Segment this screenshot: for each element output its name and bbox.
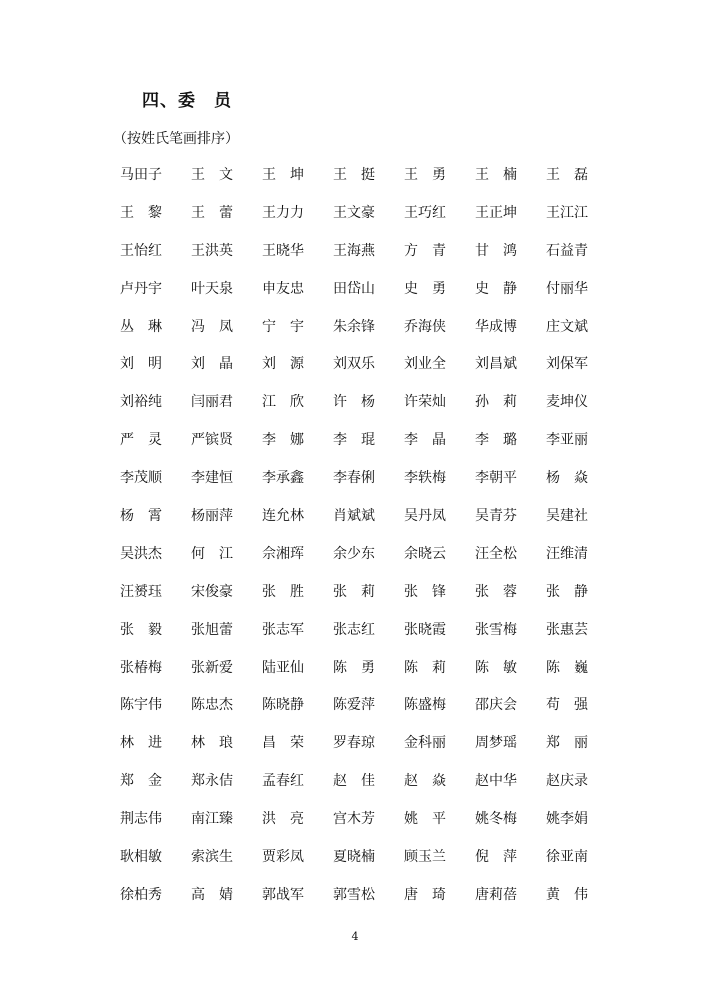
member-name: 张椿梅 (120, 659, 162, 676)
member-name: 周梦瑶 (475, 735, 517, 752)
member-name: 张 毅 (120, 621, 162, 638)
member-name: 赵 焱 (404, 773, 446, 790)
member-name: 杨 焱 (546, 470, 588, 487)
member-name: 郭雪松 (333, 886, 375, 903)
member-name: 佘湘珲 (262, 545, 304, 562)
member-name: 汪维清 (546, 545, 588, 562)
member-name: 陈宇伟 (120, 697, 162, 714)
member-name: 李 娜 (262, 432, 304, 449)
member-name: 苟 强 (546, 697, 588, 714)
member-name: 夏晓楠 (333, 848, 375, 865)
member-name: 史 静 (475, 280, 517, 297)
member-name: 汪全松 (475, 545, 517, 562)
member-name: 宁 宇 (262, 318, 304, 335)
member-name: 孙 莉 (475, 394, 517, 411)
member-name: 陈 巍 (546, 659, 588, 676)
member-name: 许荣灿 (404, 394, 446, 411)
member-name: 刘保军 (546, 356, 588, 373)
member-name: 陈晓静 (262, 697, 304, 714)
member-name: 马田子 (120, 166, 162, 183)
member-name: 徐亚南 (546, 848, 588, 865)
member-name: 张晓霞 (404, 621, 446, 638)
member-name: 陈 勇 (333, 659, 375, 676)
member-name: 荆志伟 (120, 811, 162, 828)
member-name: 姚冬梅 (475, 811, 517, 828)
member-name: 林 进 (120, 735, 162, 752)
member-name: 李 琨 (333, 432, 375, 449)
member-name: 洪 亮 (262, 811, 304, 828)
member-name: 林 琅 (191, 735, 233, 752)
member-name: 李春俐 (333, 470, 375, 487)
member-name: 唐 琦 (404, 886, 446, 903)
member-name: 徐柏秀 (120, 886, 162, 903)
member-name: 王 楠 (475, 166, 517, 183)
member-name: 连允林 (262, 507, 304, 524)
member-name: 王海燕 (333, 242, 375, 259)
member-name: 田岱山 (333, 280, 375, 297)
member-name: 顾玉兰 (404, 848, 446, 865)
member-name: 李建恒 (191, 470, 233, 487)
member-name: 赵庆录 (546, 773, 588, 790)
member-name: 张志红 (333, 621, 375, 638)
member-name: 孟春红 (262, 773, 304, 790)
member-name: 张新爱 (191, 659, 233, 676)
member-name: 王 文 (191, 166, 233, 183)
member-name: 申友忠 (262, 280, 304, 297)
member-name: 王巧红 (404, 204, 446, 221)
sort-order-note: （按姓氏笔画排序） (113, 131, 239, 147)
member-name: 陈盛梅 (404, 697, 446, 714)
member-name: 吴青芬 (475, 507, 517, 524)
member-name: 张惠芸 (546, 621, 588, 638)
member-name: 王洪英 (191, 242, 233, 259)
member-name: 索滨生 (191, 848, 233, 865)
member-name: 姚 平 (404, 811, 446, 828)
member-name: 张志军 (262, 621, 304, 638)
member-name: 陈 莉 (404, 659, 446, 676)
member-name: 刘 源 (262, 356, 304, 373)
member-name: 王 坤 (262, 166, 304, 183)
member-name: 姚李娟 (546, 811, 588, 828)
member-name: 王江江 (546, 204, 588, 221)
member-name: 邵庆会 (475, 697, 517, 714)
member-name: 史 勇 (404, 280, 446, 297)
member-name: 郑 丽 (546, 735, 588, 752)
member-name: 张旭蕾 (191, 621, 233, 638)
member-name: 李轶梅 (404, 470, 446, 487)
member-name: 王 蕾 (191, 204, 233, 221)
member-name: 陈爱萍 (333, 697, 375, 714)
member-name: 耿相敏 (120, 848, 162, 865)
member-name: 黄 伟 (546, 886, 588, 903)
section-title: 四、委 员 (142, 91, 232, 111)
member-name: 吴丹凤 (404, 507, 446, 524)
member-name: 王 黎 (120, 204, 162, 221)
member-name: 陆亚仙 (262, 659, 304, 676)
member-name: 甘 鸿 (475, 242, 517, 259)
member-name: 张 蓉 (475, 583, 517, 600)
member-name: 丛 琳 (120, 318, 162, 335)
member-name: 闫丽君 (191, 394, 233, 411)
member-name: 王正坤 (475, 204, 517, 221)
member-name: 李亚丽 (546, 432, 588, 449)
member-name: 贾彩凤 (262, 848, 304, 865)
page-number: 4 (351, 930, 359, 943)
member-name: 杨 霄 (120, 507, 162, 524)
member-name: 许 杨 (333, 394, 375, 411)
member-name: 肖斌斌 (333, 507, 375, 524)
member-name: 宋俊豪 (191, 583, 233, 600)
member-name: 刘 晶 (191, 356, 233, 373)
member-name: 刘裕纯 (120, 394, 162, 411)
member-name: 昌 荣 (262, 735, 304, 752)
member-name: 刘 明 (120, 356, 162, 373)
member-name: 李 晶 (404, 432, 446, 449)
member-name: 江 欣 (262, 394, 304, 411)
member-name: 倪 萍 (475, 848, 517, 865)
member-name: 华成博 (475, 318, 517, 335)
member-name: 高 婧 (191, 886, 233, 903)
member-name: 刘业全 (404, 356, 446, 373)
member-name: 李承鑫 (262, 470, 304, 487)
member-name: 王怡红 (120, 242, 162, 259)
member-name: 麦坤仪 (546, 394, 588, 411)
member-name: 吴洪杰 (120, 545, 162, 562)
member-name: 卢丹宇 (120, 280, 162, 297)
member-name: 杨丽萍 (191, 507, 233, 524)
member-name: 严镔贤 (191, 432, 233, 449)
member-name: 叶天泉 (191, 280, 233, 297)
member-name: 朱余锋 (333, 318, 375, 335)
member-name: 张雪梅 (475, 621, 517, 638)
member-name: 刘双乐 (333, 356, 375, 373)
member-name: 李朝平 (475, 470, 517, 487)
member-name: 刘昌斌 (475, 356, 517, 373)
member-name: 张 静 (546, 583, 588, 600)
member-name: 南江臻 (191, 811, 233, 828)
member-name: 李茂顺 (120, 470, 162, 487)
member-name: 宫木芳 (333, 811, 375, 828)
member-name: 李 璐 (475, 432, 517, 449)
member-name: 余晓云 (404, 545, 446, 562)
member-name: 金科丽 (404, 735, 446, 752)
member-name: 郭战军 (262, 886, 304, 903)
member-name: 付丽华 (546, 280, 588, 297)
member-name: 张 莉 (333, 583, 375, 600)
member-name: 陈忠杰 (191, 697, 233, 714)
member-name: 余少东 (333, 545, 375, 562)
member-name: 乔海侠 (404, 318, 446, 335)
member-name: 王 磊 (546, 166, 588, 183)
member-name: 何 江 (191, 545, 233, 562)
member-name: 王力力 (262, 204, 304, 221)
member-name: 罗春琼 (333, 735, 375, 752)
member-name: 冯 凤 (191, 318, 233, 335)
member-name: 严 灵 (120, 432, 162, 449)
member-name: 赵 佳 (333, 773, 375, 790)
member-name: 唐莉蓓 (475, 886, 517, 903)
member-name: 汪赟珏 (120, 583, 162, 600)
member-name: 王 挺 (333, 166, 375, 183)
member-name: 郑 金 (120, 773, 162, 790)
member-name: 王晓华 (262, 242, 304, 259)
member-name: 石益青 (546, 242, 588, 259)
member-name: 陈 敏 (475, 659, 517, 676)
member-name: 赵中华 (475, 773, 517, 790)
member-name-grid (120, 156, 600, 914)
member-name: 张 锋 (404, 583, 446, 600)
member-name: 张 胜 (262, 583, 304, 600)
member-name: 王文豪 (333, 204, 375, 221)
member-name: 庄文斌 (546, 318, 588, 335)
member-name: 吴建社 (546, 507, 588, 524)
member-name: 方 青 (404, 242, 446, 259)
member-name: 王 勇 (404, 166, 446, 183)
member-name: 郑永佶 (191, 773, 233, 790)
